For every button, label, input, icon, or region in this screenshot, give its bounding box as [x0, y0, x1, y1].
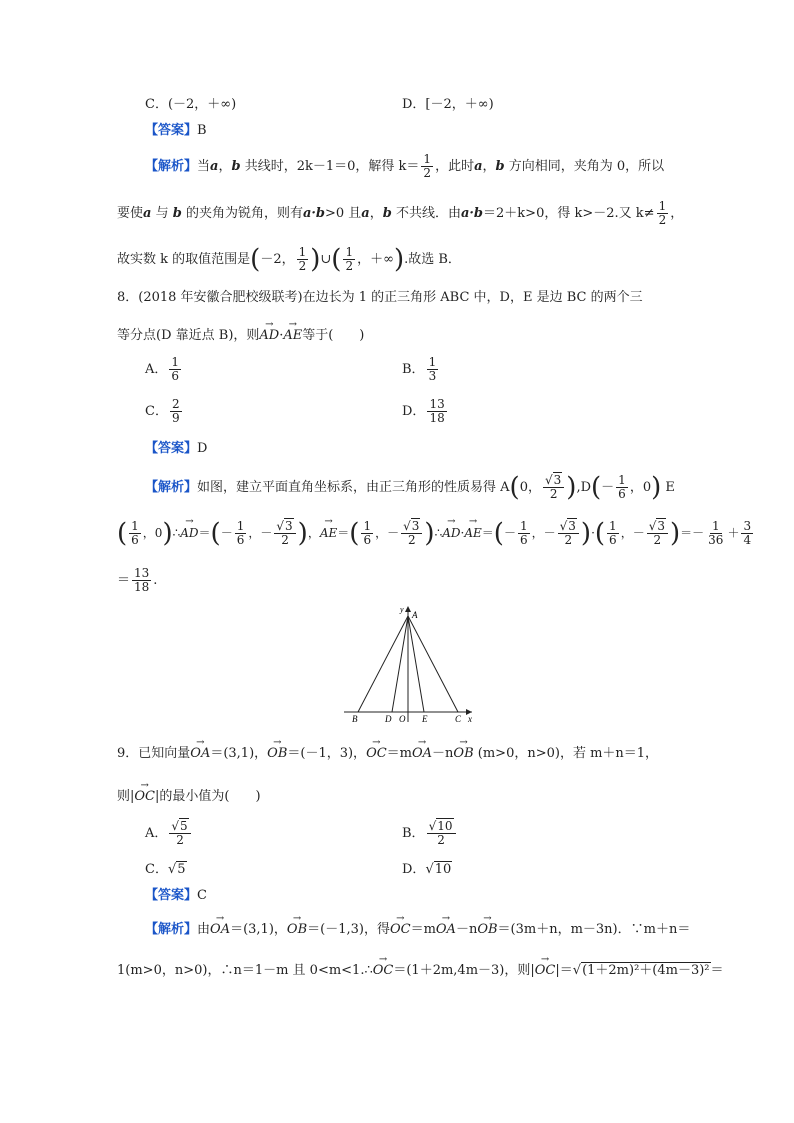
paren: (: [117, 518, 128, 549]
text: －: [220, 526, 233, 540]
denominator: 36: [708, 533, 724, 547]
text: >0 且: [325, 206, 362, 221]
fraction: [558, 520, 579, 547]
radicand: 3: [553, 473, 562, 487]
numerator: 1: [618, 473, 626, 487]
text: ，: [218, 159, 232, 174]
denominator: 9: [171, 411, 180, 425]
numerator: √3: [543, 474, 564, 488]
fraction-half: [657, 200, 669, 227]
vec-b: b: [172, 206, 182, 221]
radicand: (1＋2m)²＋(4m－3)²: [582, 963, 710, 978]
text: ＋: [727, 526, 740, 540]
text: －2，: [260, 252, 295, 267]
text: ＝(－1，3)，: [287, 746, 367, 761]
numerator: 13: [134, 566, 150, 580]
denominator: 6: [363, 533, 372, 547]
q7-analysis-line1: [145, 153, 664, 180]
paren: (: [331, 244, 342, 275]
vector-oa: → OA: [436, 921, 456, 939]
denominator: 6: [171, 369, 180, 383]
q9-analysis-line2: 1(m>0，n>0)，∴n＝1－m 且 0<m<1.∴→ OC＝(1＋2m,4m－3)，则|→ OC|＝√(1＋2m)²＋(4m－3)²＝: [117, 962, 724, 980]
text: ，－: [531, 526, 556, 540]
denominator: 6: [519, 533, 528, 547]
q8-option-d: [402, 398, 449, 425]
text: 如图，建立平面直角坐标系，由正三角形的性质易得 A: [197, 480, 510, 495]
text: 故实数 k 的取值范围是: [117, 252, 251, 267]
text: ·: [279, 328, 284, 343]
denominator: 2: [437, 833, 445, 847]
text: ，＋∞: [357, 252, 394, 267]
text: ，: [307, 526, 320, 540]
vec-b: b: [231, 159, 241, 174]
denominator: 2: [345, 259, 354, 273]
option-letter: C．: [145, 862, 168, 877]
answer-tag: 【答案】: [145, 441, 198, 456]
denominator: 18: [134, 580, 150, 594]
text: ＝(3m＋n，m－3n)．∵m＋n＝: [497, 922, 691, 937]
numerator: √10: [427, 820, 456, 834]
paren: (: [594, 518, 606, 549]
paren: ): [393, 244, 405, 275]
q9-option-c: C．√5: [145, 862, 186, 877]
q7-option-c: C．(－2，＋∞): [145, 97, 237, 112]
text: ·: [460, 526, 465, 540]
option-letter: D．: [402, 404, 426, 419]
text: ＝: [481, 526, 494, 540]
vector-oc: → OC: [390, 921, 411, 939]
vector-oc: → OC: [366, 745, 387, 763]
numerator: 1: [171, 355, 180, 369]
text: 不共线．由: [391, 206, 461, 221]
fraction: [427, 356, 439, 383]
text: ,D: [576, 480, 591, 495]
paren: (: [493, 518, 504, 549]
vector-ae: → AE: [283, 327, 302, 345]
text: －n: [432, 746, 454, 761]
label-e: E: [422, 714, 428, 724]
text: 等于( ): [302, 328, 365, 343]
vector-ad: → AD: [259, 327, 279, 345]
vec-b: b: [495, 159, 505, 174]
text: 方向相同，夹角为 0，所以: [504, 159, 665, 174]
text: ，－: [375, 526, 400, 540]
text: ，此时: [435, 159, 475, 174]
text: 9．已知向量: [117, 746, 191, 761]
vector-oc: → OC: [535, 962, 556, 980]
radicand: 10: [437, 819, 453, 833]
text: 要使: [117, 206, 144, 221]
fraction: [235, 520, 247, 547]
paren: (: [509, 472, 520, 503]
text: 0，: [519, 480, 541, 495]
text: ，0: [629, 480, 652, 495]
dot-product: a·b: [460, 206, 484, 221]
label-x: x: [468, 714, 472, 724]
q8-option-c: [145, 398, 184, 425]
vector-oc: → OC: [134, 788, 155, 806]
numerator: 13: [429, 397, 445, 411]
radicand: 3: [285, 519, 293, 533]
text: 则|: [117, 789, 135, 804]
fraction: [543, 474, 564, 501]
text: ∪: [320, 252, 332, 267]
q9-analysis-line1: [145, 921, 690, 939]
vector-ob: → OB: [287, 921, 307, 939]
text: 等分点(D 靠近点 B)，则: [117, 328, 260, 343]
vector-oa: → OA: [190, 745, 210, 763]
numerator: 2: [171, 397, 180, 411]
paren: ): [162, 518, 173, 549]
text: (m>0，n>0)，若 m＋n＝1，: [473, 746, 659, 761]
paren: ): [566, 472, 577, 503]
denominator: 6: [618, 487, 626, 501]
y-axis-arrow: [405, 606, 411, 612]
text: ＝(－1,3)，得: [307, 922, 390, 937]
text: ＝: [198, 526, 211, 540]
text: ＝m: [410, 922, 436, 937]
paren: (: [591, 472, 602, 503]
numerator: 1: [658, 199, 667, 213]
label-c: C: [455, 714, 462, 724]
answer-value: D: [197, 441, 208, 456]
text: ＝: [710, 963, 724, 978]
vec-a: a: [143, 206, 152, 221]
q8-stem-line2: [117, 327, 364, 345]
q9-option-a: [145, 820, 193, 847]
triangle-coordinate-figure: [340, 604, 480, 726]
denominator: 2: [549, 487, 558, 501]
paren: ): [670, 518, 681, 549]
text: |的最小值为( ): [155, 789, 261, 804]
fraction: [741, 520, 753, 547]
vec-a: a: [474, 159, 483, 174]
fraction: [132, 567, 151, 594]
denominator: 18: [429, 411, 445, 425]
text: .故选 B．: [404, 252, 461, 267]
fraction: [401, 520, 422, 547]
radicand: 3: [568, 519, 576, 533]
fraction: [169, 356, 181, 383]
label-b: B: [352, 714, 358, 724]
option-letter: A．: [145, 362, 168, 377]
answer-value: C: [197, 888, 207, 903]
label-y: y: [400, 605, 404, 614]
answer-value: B: [197, 123, 207, 138]
fraction: [361, 520, 373, 547]
paren: (: [250, 244, 261, 275]
text: ∴: [434, 526, 443, 540]
fraction-half: [421, 153, 433, 180]
denominator: 2: [298, 259, 307, 273]
label-o: O: [399, 714, 406, 724]
text: ＝－: [680, 526, 705, 540]
option-letter: C．: [145, 404, 168, 419]
denominator: 4: [743, 533, 752, 547]
text: ∴: [172, 526, 181, 540]
numerator: √3: [401, 520, 422, 534]
paren: (: [210, 518, 221, 549]
analysis-tag: 【解析】: [145, 159, 198, 174]
text: ＝(3,1)，: [210, 746, 268, 761]
text: E: [661, 480, 675, 495]
vector-ad: → AD: [442, 524, 460, 542]
vector-ob: → OB: [453, 745, 473, 763]
q8-option-a: [145, 356, 183, 383]
fraction-half: [343, 246, 355, 273]
text: ＝(1＋2m,4m－3)，则|: [393, 963, 535, 978]
fraction: [129, 520, 141, 547]
numerator: 1: [236, 519, 245, 533]
option-letter: D．: [402, 862, 426, 877]
text: |＝: [555, 963, 573, 978]
text: 与: [151, 206, 173, 221]
vector-ae: → AE: [320, 524, 337, 542]
q8-option-b: [402, 356, 440, 383]
numerator: 1: [131, 519, 139, 533]
vec-a: a: [361, 206, 370, 221]
answer-tag: 【答案】: [145, 888, 198, 903]
vec-a: a: [210, 159, 219, 174]
q7-analysis-line2: 要使a 与 b 的夹角为锐角，则有a·b>0 且a，b 不共线．由a·b＝2＋k>0，得 k>－2.又 k≠ $\frac{1}{2}$ ，: [117, 199, 684, 227]
vector-ad: → AD: [180, 524, 198, 542]
radicand: 3: [657, 519, 665, 533]
fraction: [607, 520, 619, 547]
label-d: D: [385, 714, 392, 724]
fraction: [169, 820, 190, 847]
text: ＝2＋k>0，得 k>－2.又 k≠: [483, 206, 655, 221]
text: ＝(3,1)，: [230, 922, 287, 937]
text: ，: [482, 159, 496, 174]
text: ，－: [620, 526, 645, 540]
q8-analysis-line1: [145, 474, 675, 501]
denominator: 2: [653, 533, 662, 547]
paren: ): [297, 518, 308, 549]
text: 由: [197, 922, 211, 937]
option-letter: B．: [402, 826, 425, 841]
numerator: 3: [743, 519, 752, 533]
denominator: 6: [236, 533, 245, 547]
text: 当: [197, 159, 211, 174]
text: 1(m>0，n>0)，∴n＝1－m 且 0<m<1.∴: [117, 963, 373, 978]
fraction: [616, 474, 628, 501]
radicand: 5: [177, 862, 186, 877]
denominator: 2: [176, 833, 184, 847]
text: －: [503, 526, 516, 540]
text: ·: [591, 526, 595, 540]
q7-option-d: D．[－2，＋∞): [402, 97, 494, 112]
fraction: [170, 398, 182, 425]
text: .: [153, 573, 158, 588]
vector-ob: → OB: [267, 745, 287, 763]
q9-stem-line2: [117, 788, 261, 806]
q9-answer: [145, 887, 207, 905]
text: ，－: [248, 526, 273, 540]
fraction: [706, 520, 725, 547]
answer-tag: 【答案】: [145, 123, 198, 138]
text: －n: [455, 922, 478, 937]
text: 共线时，2k－1＝0，解得 k＝: [240, 159, 420, 174]
vector-oc: → OC: [373, 962, 394, 980]
denominator: 3: [428, 369, 437, 383]
q8-analysis-line3: [117, 567, 157, 594]
vector-ae: → AE: [464, 524, 481, 542]
fraction-half: [297, 246, 309, 273]
numerator: 1: [363, 519, 372, 533]
numerator: 1: [298, 245, 307, 259]
label-a: A: [412, 610, 418, 620]
text: ，0: [142, 526, 163, 540]
text: －: [601, 480, 615, 495]
analysis-tag: 【解析】: [145, 922, 198, 937]
paren: (: [349, 518, 360, 549]
vec-b: b: [382, 206, 392, 221]
denominator: 2: [423, 166, 432, 180]
paren: ): [651, 472, 662, 503]
q9-option-d: D．√10: [402, 862, 452, 877]
q8-stem-line1: 8．(2018 年安徽合肥校级联考)在边长为 1 的正三角形 ABC 中，D，E 是边 BC 的两个三: [117, 290, 643, 305]
q7-analysis-line3: [117, 246, 461, 273]
denominator: 2: [658, 213, 667, 227]
option-letter: B．: [402, 362, 425, 377]
fraction: [518, 520, 530, 547]
paren: ): [580, 518, 592, 549]
radicand: 3: [411, 519, 420, 533]
denominator: 2: [281, 533, 289, 547]
q9-stem-line1: [117, 745, 658, 763]
numerator: √3: [558, 520, 579, 534]
q8-analysis-line2: [117, 520, 755, 547]
numerator: 1: [609, 519, 617, 533]
numerator: 1: [428, 355, 437, 369]
fraction: [647, 520, 668, 547]
fraction: [427, 820, 456, 847]
text: ，: [369, 206, 383, 221]
vector-oa: → OA: [412, 745, 432, 763]
numerator: 1: [519, 519, 528, 533]
text: ＝: [117, 573, 131, 588]
vector-ob: → OB: [477, 921, 497, 939]
denominator: 6: [131, 533, 139, 547]
q7-answer: [145, 122, 207, 140]
numerator: √5: [169, 820, 190, 834]
fraction: [274, 520, 295, 547]
q9-option-b: [402, 820, 458, 847]
text: ＝: [337, 526, 350, 540]
radicand: 5: [180, 819, 188, 833]
radicand: 10: [434, 862, 452, 877]
numerator: √3: [274, 520, 295, 534]
denominator: 2: [564, 533, 573, 547]
numerator: 1: [423, 152, 432, 166]
vector-oa: → OA: [210, 921, 230, 939]
numerator: 1: [711, 519, 720, 533]
denominator: 2: [407, 533, 416, 547]
analysis-tag: 【解析】: [145, 480, 198, 495]
text: ＝m: [386, 746, 412, 761]
q8-answer: [145, 440, 207, 458]
numerator: √3: [647, 520, 668, 534]
denominator: 6: [609, 533, 617, 547]
fraction: [427, 398, 446, 425]
numerator: 1: [345, 245, 354, 259]
paren: ): [424, 518, 435, 549]
dot-product: a·b: [302, 206, 325, 221]
option-letter: A．: [145, 826, 168, 841]
text: 的夹角为锐角，则有: [181, 206, 303, 221]
paren: ): [310, 244, 321, 275]
